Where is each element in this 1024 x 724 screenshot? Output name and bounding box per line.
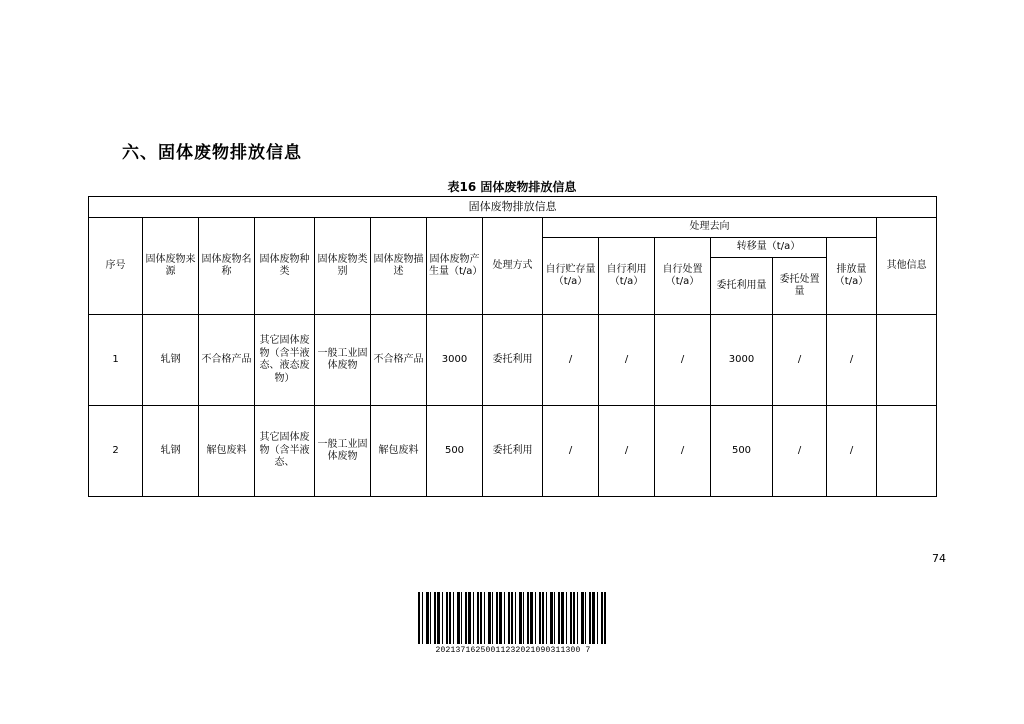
cell-index: 1 (89, 315, 143, 406)
col-header-self-storage: 自行贮存量（t/a） (543, 238, 599, 315)
table-caption: 表16 固体废物排放信息 (447, 180, 577, 194)
cell-other-info (877, 315, 937, 406)
col-header-source: 固体废物来源 (143, 218, 199, 315)
cell-emission: / (827, 406, 877, 497)
col-header-index: 序号 (89, 218, 143, 315)
barcode-bars (418, 592, 608, 644)
cell-kind: 其它固体废物（含半液态、液态废物） (255, 315, 315, 406)
cell-category: 一般工业固体废物 (315, 406, 371, 497)
col-header-other-info: 其他信息 (877, 218, 937, 315)
table-banner-cell: 固体废物排放信息 (89, 197, 937, 218)
cell-description: 解包废料 (371, 406, 427, 497)
table-group-row (89, 218, 937, 238)
cell-self-storage: / (543, 406, 599, 497)
cell-category: 一般工业固体废物 (315, 315, 371, 406)
col-header-self-use: 自行利用（t/a） (599, 238, 655, 315)
col-header-entrusted-disposal: 委托处置量 (773, 258, 827, 315)
cell-generation: 3000 (427, 315, 483, 406)
table-row (89, 315, 937, 406)
cell-treatment-method: 委托利用 (483, 315, 543, 406)
col-header-name: 固体废物名称 (199, 218, 255, 315)
cell-self-use: / (599, 406, 655, 497)
col-header-emission: 排放量（t/a） (827, 238, 877, 315)
cell-name: 不合格产品 (199, 315, 255, 406)
cell-source: 轧钢 (143, 406, 199, 497)
cell-entrusted-use: 3000 (711, 315, 773, 406)
cell-emission: / (827, 315, 877, 406)
table-row (89, 406, 937, 497)
barcode-number: 20213716250011232021090311300 7 (435, 646, 591, 655)
col-header-description: 固体废物描述 (371, 218, 427, 315)
cell-other-info (877, 406, 937, 497)
table-banner-row (89, 197, 937, 218)
solid-waste-table (88, 196, 937, 497)
section-heading: 六、固体废物排放信息 (122, 143, 302, 163)
col-group-header-transfer: 转移量（t/a） (711, 238, 827, 258)
cell-treatment-method: 委托利用 (483, 406, 543, 497)
cell-generation: 500 (427, 406, 483, 497)
cell-self-disposal: / (655, 315, 711, 406)
cell-kind: 其它固体废物（含半液态、 (255, 406, 315, 497)
cell-entrusted-disposal: / (773, 315, 827, 406)
cell-description: 不合格产品 (371, 315, 427, 406)
col-header-self-disposal: 自行处置（t/a） (655, 238, 711, 315)
col-header-generation: 固体废物产生量（t/a） (427, 218, 483, 315)
cell-name: 解包废料 (199, 406, 255, 497)
cell-self-disposal: / (655, 406, 711, 497)
cell-entrusted-disposal: / (773, 406, 827, 497)
col-header-category: 固体废物类别 (315, 218, 371, 315)
cell-entrusted-use: 500 (711, 406, 773, 497)
page-number: 74 (932, 552, 946, 565)
cell-self-use: / (599, 315, 655, 406)
col-group-header-destination: 处理去向 (543, 218, 877, 238)
col-header-entrusted-use: 委托利用量 (711, 258, 773, 315)
cell-index: 2 (89, 406, 143, 497)
cell-self-storage: / (543, 315, 599, 406)
barcode (418, 592, 608, 655)
col-header-treatment-method: 处理方式 (483, 218, 543, 315)
col-header-kind: 固体废物种类 (255, 218, 315, 315)
cell-source: 轧钢 (143, 315, 199, 406)
